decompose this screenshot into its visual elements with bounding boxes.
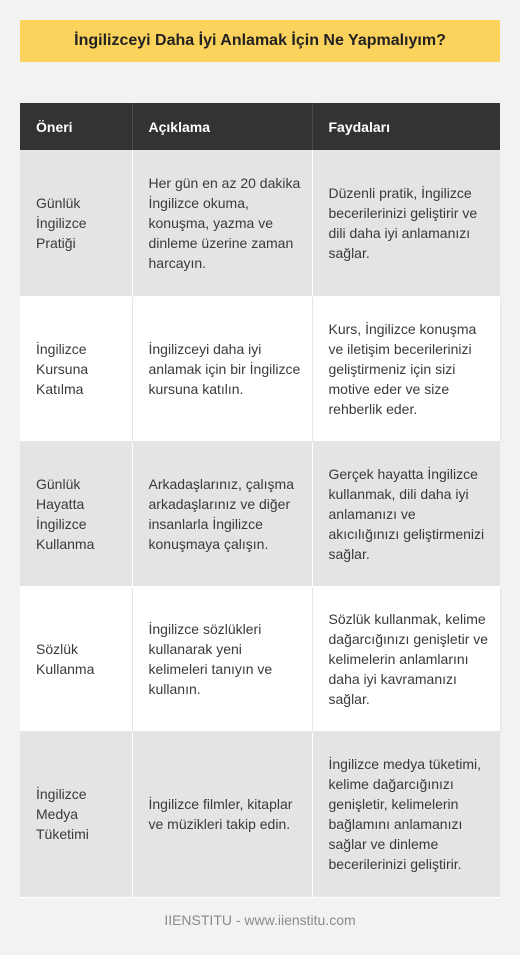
table-row	[20, 731, 500, 897]
cell-aciklama: İngilizceyi daha iyi anlamak için bir İngilizce kursuna katılın.	[132, 296, 312, 441]
column-header-aciklama: Açıklama	[132, 103, 312, 150]
table-row	[20, 150, 500, 296]
table-header-row	[20, 103, 500, 150]
cell-aciklama: Her gün en az 20 dakika İngilizce okuma, konuşma, yazma ve dinleme üzerine zaman harcayın.	[132, 150, 312, 296]
table-row	[20, 441, 500, 586]
column-header-oneri: Öneri	[20, 103, 132, 150]
table-row	[20, 296, 500, 441]
cell-oneri: Günlük Hayatta İngilizce Kullanma	[20, 441, 132, 586]
cell-aciklama: Arkadaşlarınız, çalışma arkadaşlarınız ve diğer insanlarla İngilizce konuşmaya çalışın.	[132, 441, 312, 586]
cell-faydalari: Kurs, İngilizce konuşma ve iletişim becerilerinizi geliştirmeniz için sizi motive eder ve size rehberlik eder.	[312, 296, 500, 441]
footer-credit: IIENSTITU - www.iienstitu.com	[164, 912, 356, 928]
table-row	[20, 586, 500, 731]
title-banner	[20, 20, 500, 62]
cell-faydalari: İngilizce medya tüketimi, kelime dağarcığınızı genişletir, kelimelerin bağlamını anlamanızı sağlar ve dinleme becerilerinizi geliştirir.	[312, 731, 500, 897]
cell-oneri: Sözlük Kullanma	[20, 586, 132, 731]
column-header-faydalari: Faydaları	[312, 103, 500, 150]
cell-oneri: Günlük İngilizce Pratiği	[20, 150, 132, 296]
cell-faydalari: Gerçek hayatta İngilizce kullanmak, dili daha iyi anlamanızı ve akıcılığınızı geliştirmenizi sağlar.	[312, 441, 500, 586]
tips-table	[20, 103, 501, 898]
cell-oneri: İngilizce Kursuna Katılma	[20, 296, 132, 441]
cell-aciklama: İngilizce filmler, kitaplar ve müzikleri takip edin.	[132, 731, 312, 897]
cell-aciklama: İngilizce sözlükleri kullanarak yeni kelimeleri tanıyın ve kullanın.	[132, 586, 312, 731]
cell-oneri: İngilizce Medya Tüketimi	[20, 731, 132, 897]
cell-faydalari: Sözlük kullanmak, kelime dağarcığınızı genişletir ve kelimelerin anlamlarını daha iyi kavramanızı sağlar.	[312, 586, 500, 731]
cell-faydalari: Düzenli pratik, İngilizce becerilerinizi geliştirir ve dili daha iyi anlamanızı sağlar.	[312, 150, 500, 296]
page-title: İngilizceyi Daha İyi Anlamak İçin Ne Yapmalıyım?	[74, 32, 446, 49]
